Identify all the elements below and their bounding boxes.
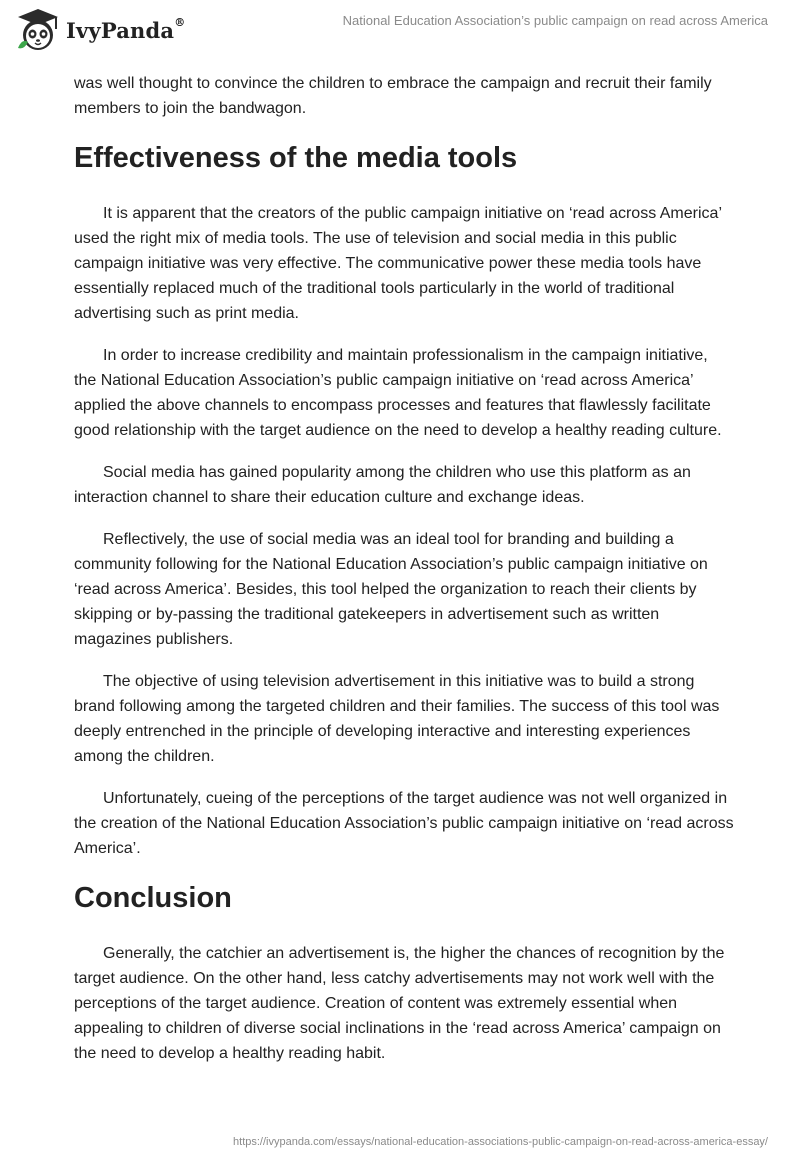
paragraph: Unfortunately, cueing of the perceptions of the target audience was not well organized in the creation of the National Education Association’s public campaign initiative on ‘read across America’. xyxy=(74,790,734,857)
logo-wordmark: IvyPanda® xyxy=(66,15,186,43)
source-url[interactable]: https://ivypanda.com/essays/national-education-associations-public-campaign-on-read-across-america-essay/ xyxy=(233,1136,768,1148)
panda-mascot-icon xyxy=(14,6,62,54)
paragraph: It is apparent that the creators of the public campaign initiative on ‘read across America’ used the right mix of media tools. The use of television and social media in this public campaign initiative was very effective. The communicative power these media tools have essentially replaced much of the traditional tools particularly in the world of traditional advertising such as print media. xyxy=(74,205,722,322)
paragraph-continuation: was well thought to convince the children to embrace the campaign and recruit their family members to join the bandwagon. xyxy=(74,75,712,117)
section-heading-conclusion: Conclusion xyxy=(74,882,232,914)
document-title: National Education Association’s public campaign on read across America xyxy=(342,13,768,28)
section-heading-effectiveness: Effectiveness of the media tools xyxy=(74,142,518,174)
essay-body xyxy=(74,71,734,1083)
paragraph: Reflectively, the use of social media was an ideal tool for branding and building a community following for the National Education Association’s public campaign initiative on ‘read across America’. Besides, this tool helped the organization to reach their clients by skipping or by-passing the traditional gatekeepers in advertisement such as written magazines publishers. xyxy=(74,531,708,648)
paragraph: Social media has gained popularity among the children who use this platform as an interaction channel to share their education culture and exchange ideas. xyxy=(74,464,691,506)
page-header xyxy=(0,0,800,70)
paragraph: In order to increase credibility and maintain professionalism in the campaign initiative, the National Education Association’s public campaign initiative on ‘read across America’ applied the above channels to encompass processes and features that flawlessly facilitate good relationship with the target audience on the need to develop a healthy reading culture. xyxy=(74,347,722,439)
paragraph: Generally, the catchier an advertisement is, the higher the chances of recognition by the target audience. On the other hand, less catchy advertisements may not work well with the perceptions of the target audience. Creation of content was extremely essential when appealing to children of diverse social inclinations in the ‘read across America’ campaign on the need to develop a healthy reading habit. xyxy=(74,945,725,1062)
paragraph: The objective of using television advertisement in this initiative was to build a strong brand following among the targeted children and their families. The success of this tool was deeply entrenched in the principle of developing interactive and interesting experiences among the children. xyxy=(74,673,720,765)
ivypanda-logo[interactable] xyxy=(14,6,185,54)
